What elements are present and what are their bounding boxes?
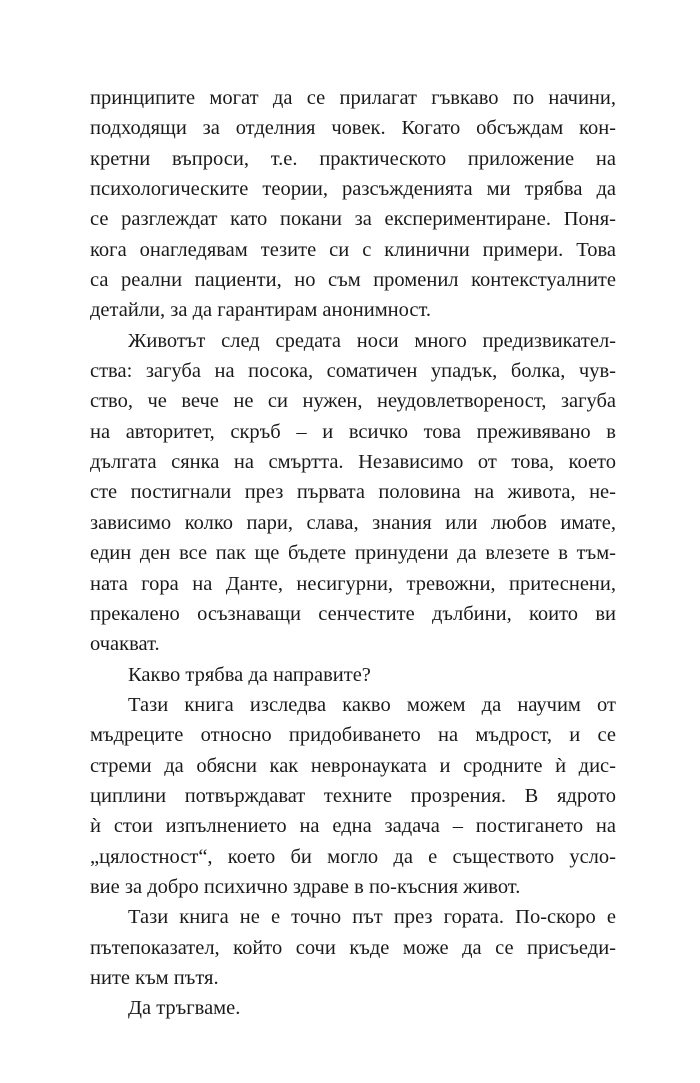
text-line: „цялостност“, което би могло да е съществото усло- (90, 845, 616, 868)
paragraph (90, 660, 616, 690)
text-line: Тази книга не е точно път през гората. По-скоро е (128, 906, 616, 929)
text-line: се разглеждат като покани за експериментиране. Поня- (90, 208, 616, 231)
text-line: подходящи за отделния човек. Когато обсъждам кон- (90, 117, 616, 140)
text-line: стреми да обясни как невронауката и сродните ѝ дис- (90, 754, 616, 777)
text-line: дългата сянка на смъртта. Независимо от това, което (90, 451, 616, 474)
paragraph (90, 993, 616, 1023)
text-line: кога онагледявам тезите си с клинични примери. Това (90, 238, 616, 261)
text-line: психологическите теории, разсъжденията ми трябва да (90, 178, 616, 201)
text-line: сте постигнали през първата половина на живота, не- (90, 481, 616, 504)
text-line: зависимо колко пари, слава, знания или любов имате, (90, 511, 616, 534)
paragraph (90, 326, 616, 660)
text-line: прекалено осъзнаващи сенчестите дълбини, които ви (90, 602, 616, 625)
text-line: принципите могат да се прилагат гъвкаво по начини, (90, 87, 616, 109)
text-line: ѝ стои изпълнението на една задача – постигането на (90, 815, 616, 838)
text-line: Да тръгваме. (128, 997, 241, 1020)
text-line: са реални пациенти, но съм променил контекстуалните (90, 269, 616, 292)
text-line: ните към пътя. (90, 966, 219, 989)
paragraph (90, 83, 616, 326)
text-line: кретни въпроси, т.е. практическото приложение на (90, 147, 616, 170)
text-line: циплини потвърждават техните прозрения. В ядрото (90, 784, 616, 807)
text-line: Животът след средата носи много предизвикател- (128, 329, 616, 352)
text-line: Тази книга изследва какво можем да научим от (128, 693, 616, 716)
text-line: един ден все пак ще бъдете принудени да влезете в тъм- (90, 542, 616, 565)
paragraph (90, 690, 616, 902)
body-text (90, 83, 616, 1024)
text-line: вие за добро психично здраве в по-късния живот. (90, 875, 521, 898)
text-line: очакват. (90, 633, 160, 656)
text-line: ство, че вече не си нужен, неудовлетвореност, загуба (90, 390, 616, 413)
text-line: детайли, за да гарантирам анонимност. (90, 299, 432, 322)
text-line: ства: загуба на посока, соматичен упадък, болка, чув- (90, 360, 616, 383)
text-line: Какво трябва да направите? (128, 663, 371, 686)
text-line: мъдреците относно придобиването на мъдрост, и се (90, 724, 616, 747)
text-line: ната гора на Данте, несигурни, тревожни, притеснени, (90, 572, 616, 595)
text-line: на авторитет, скръб – и всичко това преживявано в (90, 420, 616, 443)
paragraph (90, 902, 616, 993)
text-line: пътепоказател, който сочи къде може да се присъеди- (90, 936, 616, 959)
